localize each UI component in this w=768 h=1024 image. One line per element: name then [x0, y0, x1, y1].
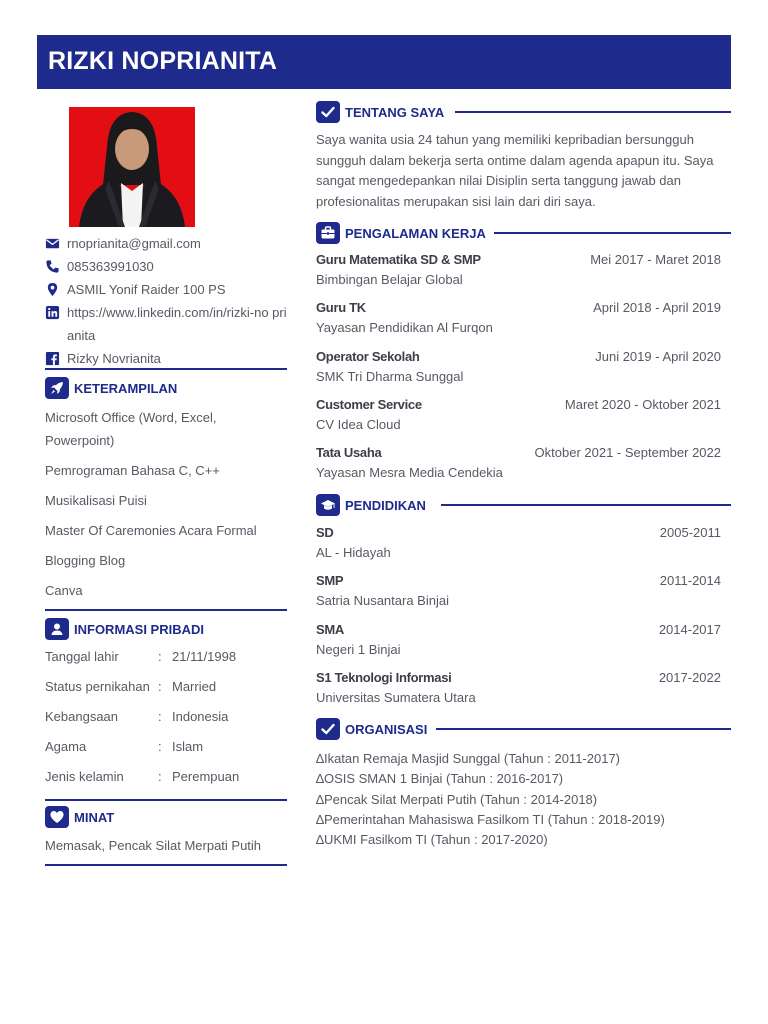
divider: [436, 728, 731, 730]
list-item: SD 2005-2011 AL - Hidayah: [316, 525, 721, 560]
heart-icon: [49, 809, 65, 825]
divider: [455, 111, 731, 113]
interests-heading: MINAT: [45, 806, 287, 830]
table-row: Status pernikahan : Married: [45, 679, 217, 694]
table-row: Tanggal lahir : 21/11/1998: [45, 649, 237, 664]
person-silhouette-icon: [69, 107, 195, 227]
profile-photo: [69, 107, 195, 227]
check-icon: [320, 104, 336, 120]
list-item: Master Of Caremonies Acara Formal: [45, 523, 257, 538]
person-name: RIZKI NOPRIANITA: [48, 47, 278, 75]
skills-heading: KETERAMPILAN: [45, 377, 287, 401]
list-item: SMA 2014-2017 Negeri 1 Binjai: [316, 621, 721, 657]
contact-facebook[interactable]: Rizky Novrianita: [45, 347, 287, 370]
about-text: Saya wanita usia 24 tahun yang memiliki kepribadian bersungguh sungguh dalam bekerja serta ontime dalam agenda apapun itu. Saya sangat mengedepankan nilai Disiplin serta tanggung jawab dan profesionalitas merupakan sisi lain dari diri saya.: [316, 132, 714, 209]
list-item: SMP 2011-2014 Satria Nusantara Binjai: [316, 573, 721, 609]
graduation-cap-icon: [320, 497, 336, 513]
name-banner: [37, 35, 731, 89]
list-item: Guru TK April 2018 - April 2019 Yayasan Pendidikan Al Furqon: [316, 300, 721, 336]
list-item: Tata Usaha Oktober 2021 - September 2022 Yayasan Mesra Media Cendekia: [316, 445, 721, 481]
organization-heading: ORGANISASI: [316, 718, 731, 742]
list-item: Pemrograman Bahasa C, C++: [45, 463, 220, 478]
table-row: Agama : Islam: [45, 739, 204, 754]
education-heading: PENDIDIKAN: [316, 494, 731, 518]
contact-linkedin[interactable]: https://www.linkedin.com/in/rizki-no prianita: [45, 301, 287, 347]
about-badge: [316, 101, 340, 123]
table-row: Jenis kelamin : Perempuan: [45, 769, 240, 784]
personal-info-heading: INFORMASI PRIBADI: [45, 618, 287, 642]
list-item: Microsoft Office (Word, Excel, Powerpoint): [45, 410, 217, 448]
experience-list: [316, 252, 721, 493]
table-row: Kebangsaan : Indonesia: [45, 709, 229, 724]
list-item: Guru Matematika SD & SMP Mei 2017 - Maret 2018 Bimbingan Belajar Global: [316, 252, 721, 287]
organization-badge: [316, 718, 340, 740]
mail-icon: [45, 236, 60, 251]
about-heading: TENTANG SAYA: [316, 101, 731, 125]
divider: [45, 799, 287, 801]
check-icon: [320, 721, 336, 737]
interests-text: Memasak, Pencak Silat Merpati Putih: [45, 838, 262, 853]
contact-email[interactable]: rnoprianita@gmail.com: [45, 232, 287, 255]
experience-badge: [316, 222, 340, 244]
education-list: [316, 525, 721, 718]
list-item: Musikalisasi Puisi: [45, 493, 147, 508]
personal-info-table: [45, 647, 287, 797]
divider: [494, 232, 731, 234]
list-item: ∆Pemerintahan Mahasiswa Fasilkom TI (Tahun : 2018-2019): [316, 811, 665, 827]
interests-badge: [45, 806, 69, 828]
location-icon: [45, 282, 60, 297]
list-item: ∆OSIS SMAN 1 Binjai (Tahun : 2016-2017): [316, 771, 564, 787]
list-item: Canva: [45, 583, 83, 598]
phone-icon: [45, 259, 60, 274]
linkedin-icon: [45, 305, 60, 320]
list-item: ∆Pencak Silat Merpati Putih (Tahun : 2014-2018): [316, 791, 598, 807]
organization-list: [316, 749, 665, 850]
skills-list: [45, 406, 287, 609]
user-icon: [49, 621, 65, 637]
rocket-icon: [49, 380, 65, 396]
briefcase-icon: [320, 225, 336, 241]
facebook-icon: [45, 351, 60, 366]
list-item: ∆Ikatan Remaja Masjid Sunggal (Tahun : 2011-2017): [316, 751, 621, 766]
divider: [45, 609, 287, 611]
personal-info-badge: [45, 618, 69, 640]
contact-list: [45, 232, 287, 370]
contact-phone[interactable]: 085363991030: [45, 255, 287, 278]
list-item: Customer Service Maret 2020 - Oktober 2021 CV Idea Cloud: [316, 396, 721, 432]
list-item: ∆UKMI Fasilkom TI (Tahun : 2017-2020): [316, 832, 548, 848]
list-item: Blogging Blog: [45, 553, 126, 568]
contact-address: ASMIL Yonif Raider 100 PS: [45, 278, 287, 301]
divider: [45, 368, 287, 370]
divider: [45, 864, 287, 866]
education-badge: [316, 494, 340, 516]
divider: [441, 504, 731, 506]
list-item: S1 Teknologi Informasi 2017-2022 Universitas Sumatera Utara: [316, 669, 721, 705]
list-item: Operator Sekolah Juni 2019 - April 2020 SMK Tri Dharma Sunggal: [316, 348, 721, 384]
experience-heading: PENGALAMAN KERJA: [316, 222, 731, 246]
skills-badge: [45, 377, 69, 399]
